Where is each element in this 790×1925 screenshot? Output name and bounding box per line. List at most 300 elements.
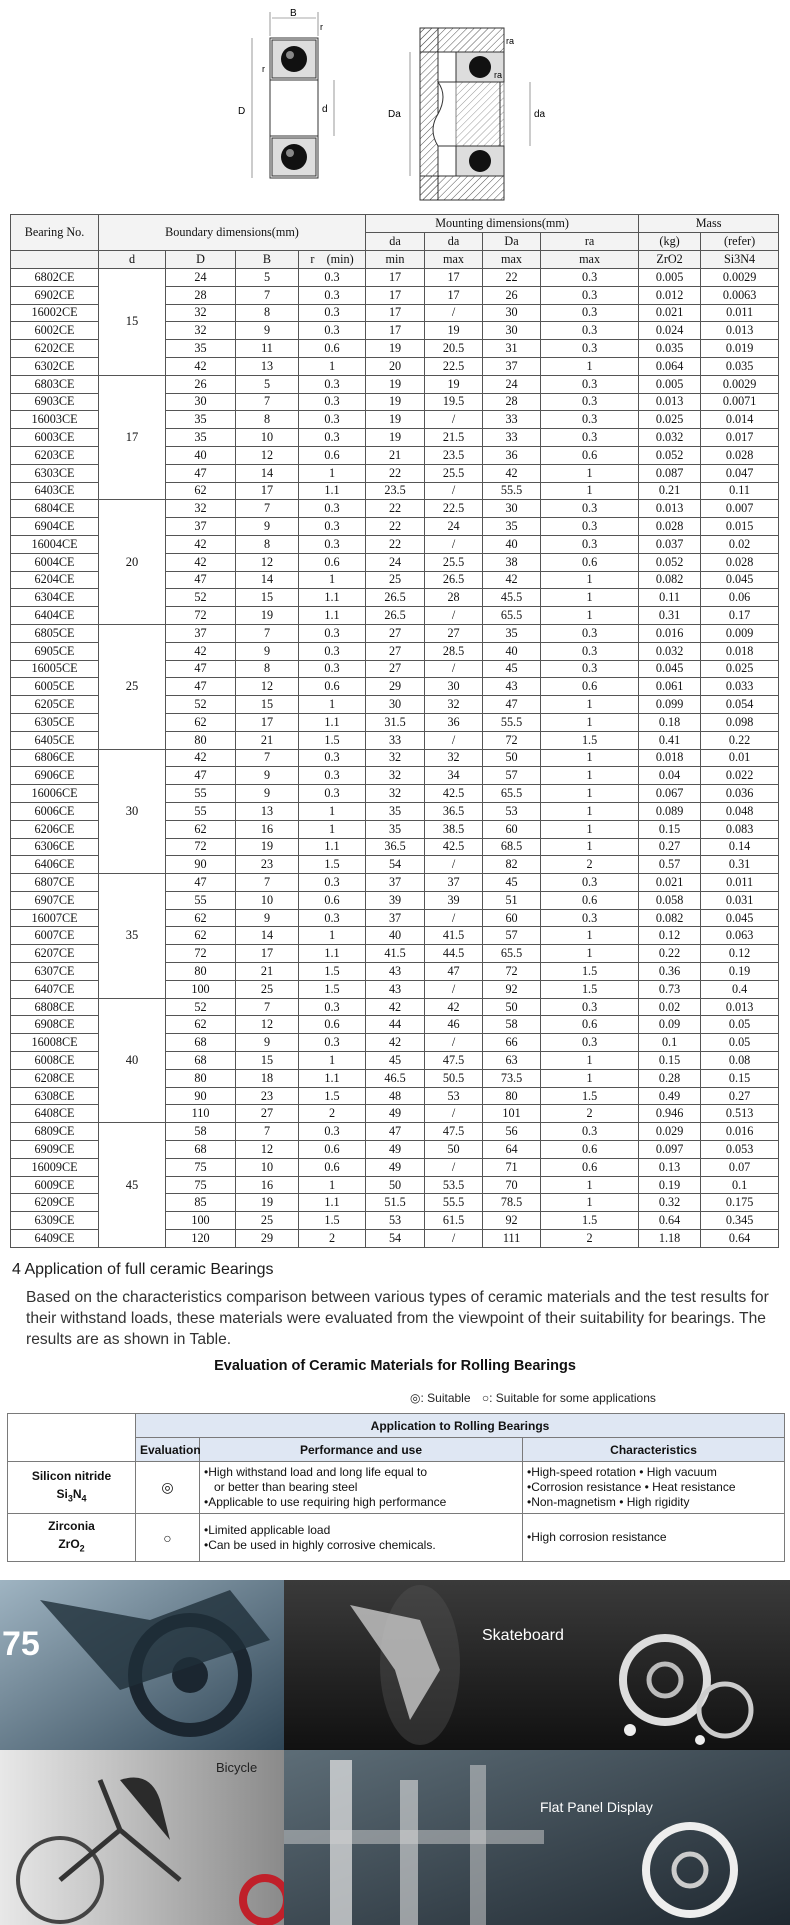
r-min-cell: 0.3: [299, 375, 366, 393]
outer-diameter-cell: 120: [166, 1230, 236, 1248]
da-min-cell: 29: [366, 678, 425, 696]
da-max-cell: 17: [425, 286, 483, 304]
width-cell: 8: [236, 304, 299, 322]
da-min-cell: 43: [366, 963, 425, 981]
bearing-number-cell: 6009CE: [11, 1176, 99, 1194]
mass-si3n4-cell: 0.011: [701, 304, 779, 322]
width-cell: 15: [236, 1052, 299, 1070]
bearing-number-cell: 6206CE: [11, 820, 99, 838]
width-cell: 14: [236, 571, 299, 589]
ra-max-cell: 0.6: [541, 1158, 639, 1176]
da-min-cell: 17: [366, 269, 425, 287]
da-max-cell: 47.5: [425, 1052, 483, 1070]
r-min-cell: 0.6: [299, 678, 366, 696]
bearing-number-cell: 6809CE: [11, 1123, 99, 1141]
mass-zro2-cell: 0.064: [639, 357, 701, 375]
da-max-cell: /: [425, 909, 483, 927]
header-si3n4: Si3N4: [701, 251, 779, 269]
header-mass-refer: (refer): [701, 233, 779, 251]
ra-max-cell: 0.3: [541, 304, 639, 322]
mass-si3n4-cell: 0.007: [701, 500, 779, 518]
da-min-cell: 19: [366, 429, 425, 447]
da-min-cell: 43: [366, 980, 425, 998]
mass-zro2-cell: 0.052: [639, 553, 701, 571]
mass-zro2-cell: 0.012: [639, 286, 701, 304]
width-cell: 13: [236, 802, 299, 820]
bearing-drawings: [0, 0, 790, 212]
bore-diameter-cell: 20: [99, 500, 166, 625]
r-min-cell: 0.3: [299, 322, 366, 340]
outer-diameter-cell: 68: [166, 1141, 236, 1159]
ra-max-cell: 1: [541, 482, 639, 500]
outer-diameter-cell: 55: [166, 785, 236, 803]
da-min-cell: 35: [366, 802, 425, 820]
outer-diameter-cell: 42: [166, 749, 236, 767]
Da-max-cell: 30: [483, 322, 541, 340]
bearing-number-cell: 6207CE: [11, 945, 99, 963]
mass-zro2-cell: 0.15: [639, 820, 701, 838]
da-min-cell: 49: [366, 1105, 425, 1123]
r-min-cell: 0.3: [299, 785, 366, 803]
bearing-number-cell: 6806CE: [11, 749, 99, 767]
bearing-number-cell: 6004CE: [11, 553, 99, 571]
mass-si3n4-cell: 0.0029: [701, 375, 779, 393]
label-ra-top: ra: [506, 36, 515, 46]
da-min-cell: 27: [366, 660, 425, 678]
Da-max-cell: 22: [483, 269, 541, 287]
mass-si3n4-cell: 0.513: [701, 1105, 779, 1123]
outer-diameter-cell: 47: [166, 571, 236, 589]
da-max-cell: 42.5: [425, 785, 483, 803]
ra-max-cell: 1: [541, 1176, 639, 1194]
mass-si3n4-cell: 0.14: [701, 838, 779, 856]
mass-zro2-cell: 0.018: [639, 749, 701, 767]
da-max-cell: /: [425, 856, 483, 874]
bearing-number-cell: 16009CE: [11, 1158, 99, 1176]
da-max-cell: 19: [425, 375, 483, 393]
r-min-cell: 0.3: [299, 429, 366, 447]
da-min-cell: 30: [366, 696, 425, 714]
r-min-cell: 0.6: [299, 1016, 366, 1034]
outer-diameter-cell: 42: [166, 642, 236, 660]
header-mass-unit: (kg): [639, 233, 701, 251]
header-evaluation: Evaluation: [136, 1438, 200, 1462]
width-cell: 13: [236, 357, 299, 375]
mass-si3n4-cell: 0.013: [701, 998, 779, 1016]
width-cell: 12: [236, 553, 299, 571]
label-D: D: [238, 106, 246, 117]
bearing-number-cell: 6204CE: [11, 571, 99, 589]
ra-max-cell: 1: [541, 838, 639, 856]
outer-diameter-cell: 52: [166, 998, 236, 1016]
mass-si3n4-cell: 0.02: [701, 535, 779, 553]
evaluation-table-title: Evaluation of Ceramic Materials for Rolling Bearings: [214, 1358, 576, 1374]
header-max-3: max: [541, 251, 639, 269]
mass-zro2-cell: 0.037: [639, 535, 701, 553]
r-min-cell: 1: [299, 357, 366, 375]
r-min-cell: 1.1: [299, 482, 366, 500]
width-cell: 7: [236, 1123, 299, 1141]
table-row: [11, 1123, 779, 1141]
mass-si3n4-cell: 0.018: [701, 642, 779, 660]
width-cell: 19: [236, 607, 299, 625]
width-cell: 9: [236, 322, 299, 340]
r-min-cell: 2: [299, 1105, 366, 1123]
table-row: [11, 749, 779, 767]
mass-zro2-cell: 0.57: [639, 856, 701, 874]
header-r-min: r (min): [299, 251, 366, 269]
mass-si3n4-cell: 0.009: [701, 624, 779, 642]
width-cell: 7: [236, 624, 299, 642]
da-min-cell: 41.5: [366, 945, 425, 963]
outer-diameter-cell: 32: [166, 500, 236, 518]
mass-zro2-cell: 0.1: [639, 1034, 701, 1052]
header-mounting: Mounting dimensions(mm): [366, 215, 639, 233]
header-D: D: [166, 251, 236, 269]
table-row: [11, 998, 779, 1016]
ra-max-cell: 0.6: [541, 891, 639, 909]
bearing-number-cell: 6908CE: [11, 1016, 99, 1034]
label-B: B: [290, 8, 297, 19]
mass-zro2-cell: 0.49: [639, 1087, 701, 1105]
header-zro2: ZrO2: [639, 251, 701, 269]
mass-zro2-cell: 0.024: [639, 322, 701, 340]
width-cell: 8: [236, 660, 299, 678]
da-max-cell: 32: [425, 696, 483, 714]
da-max-cell: /: [425, 607, 483, 625]
da-min-cell: 47: [366, 1123, 425, 1141]
outer-diameter-cell: 100: [166, 980, 236, 998]
da-min-cell: 37: [366, 909, 425, 927]
ra-max-cell: 0.6: [541, 553, 639, 571]
ra-max-cell: 0.3: [541, 998, 639, 1016]
mass-zro2-cell: 0.082: [639, 909, 701, 927]
mass-zro2-cell: 0.025: [639, 411, 701, 429]
outer-diameter-cell: 90: [166, 1087, 236, 1105]
bearing-number-cell: 6304CE: [11, 589, 99, 607]
width-cell: 9: [236, 518, 299, 536]
da-max-cell: 50: [425, 1141, 483, 1159]
evaluation-some-applications: ○: [136, 1514, 200, 1562]
mass-zro2-cell: 0.089: [639, 802, 701, 820]
outer-diameter-cell: 37: [166, 624, 236, 642]
table-row: [11, 500, 779, 518]
mass-zro2-cell: 0.028: [639, 518, 701, 536]
Da-max-cell: 57: [483, 927, 541, 945]
da-max-cell: 34: [425, 767, 483, 785]
width-cell: 9: [236, 767, 299, 785]
width-cell: 19: [236, 1194, 299, 1212]
da-min-cell: 33: [366, 731, 425, 749]
header-application: Application to Rolling Bearings: [136, 1414, 785, 1438]
mass-si3n4-cell: 0.4: [701, 980, 779, 998]
mass-zro2-cell: 0.052: [639, 446, 701, 464]
bearing-number-cell: 6307CE: [11, 963, 99, 981]
bearing-number-cell: 16005CE: [11, 660, 99, 678]
mass-zro2-cell: 0.021: [639, 874, 701, 892]
mass-si3n4-cell: 0.01: [701, 749, 779, 767]
r-min-cell: 0.3: [299, 767, 366, 785]
r-min-cell: 1.5: [299, 856, 366, 874]
mass-zro2-cell: 0.28: [639, 1069, 701, 1087]
bearing-number-cell: 16003CE: [11, 411, 99, 429]
mass-si3n4-cell: 0.19: [701, 963, 779, 981]
header-performance: Performance and use: [200, 1438, 523, 1462]
r-min-cell: 0.3: [299, 393, 366, 411]
da-max-cell: 21.5: [425, 429, 483, 447]
bearing-number-cell: 6202CE: [11, 340, 99, 358]
da-min-cell: 53: [366, 1212, 425, 1230]
r-min-cell: 0.3: [299, 518, 366, 536]
width-cell: 25: [236, 980, 299, 998]
mass-zro2-cell: 0.64: [639, 1212, 701, 1230]
label-r-top: r: [320, 22, 323, 32]
mass-zro2-cell: 0.005: [639, 375, 701, 393]
Da-max-cell: 92: [483, 980, 541, 998]
outer-diameter-cell: 62: [166, 820, 236, 838]
mass-si3n4-cell: 0.1: [701, 1176, 779, 1194]
outer-diameter-cell: 68: [166, 1034, 236, 1052]
outer-diameter-cell: 75: [166, 1176, 236, 1194]
Da-max-cell: 80: [483, 1087, 541, 1105]
outer-diameter-cell: 28: [166, 286, 236, 304]
bearing-number-cell: 16008CE: [11, 1034, 99, 1052]
Da-max-cell: 24: [483, 375, 541, 393]
da-max-cell: /: [425, 980, 483, 998]
bearing-number-cell: 6906CE: [11, 767, 99, 785]
ra-max-cell: 1: [541, 1194, 639, 1212]
da-max-cell: /: [425, 482, 483, 500]
da-max-cell: 22.5: [425, 357, 483, 375]
da-max-cell: 19.5: [425, 393, 483, 411]
ra-max-cell: 0.3: [541, 909, 639, 927]
label-d: d: [322, 104, 328, 115]
da-min-cell: 39: [366, 891, 425, 909]
ra-max-cell: 1: [541, 820, 639, 838]
width-cell: 9: [236, 909, 299, 927]
header-blank: [11, 251, 99, 269]
mass-zro2-cell: 0.22: [639, 945, 701, 963]
bore-diameter-cell: 40: [99, 998, 166, 1123]
mass-si3n4-cell: 0.06: [701, 589, 779, 607]
da-min-cell: 17: [366, 286, 425, 304]
bearing-number-cell: 6403CE: [11, 482, 99, 500]
mass-zro2-cell: 0.097: [639, 1141, 701, 1159]
evaluation-legend: [410, 1391, 664, 1405]
r-min-cell: 0.3: [299, 1123, 366, 1141]
Da-max-cell: 55.5: [483, 482, 541, 500]
r-min-cell: 0.3: [299, 286, 366, 304]
mass-zro2-cell: 0.032: [639, 429, 701, 447]
r-min-cell: 1.5: [299, 1087, 366, 1105]
mass-zro2-cell: 0.11: [639, 589, 701, 607]
ra-max-cell: 0.3: [541, 286, 639, 304]
mass-zro2-cell: 0.045: [639, 660, 701, 678]
da-max-cell: /: [425, 411, 483, 429]
mass-si3n4-cell: 0.098: [701, 713, 779, 731]
r-min-cell: 0.6: [299, 1158, 366, 1176]
bearing-number-cell: 16007CE: [11, 909, 99, 927]
outer-diameter-cell: 80: [166, 963, 236, 981]
bearing-number-cell: 6408CE: [11, 1105, 99, 1123]
Da-max-cell: 40: [483, 642, 541, 660]
Da-max-cell: 37: [483, 357, 541, 375]
r-min-cell: 1.1: [299, 1069, 366, 1087]
da-max-cell: 30: [425, 678, 483, 696]
outer-diameter-cell: 85: [166, 1194, 236, 1212]
performance-cell: • Limited applicable load • Can be used in highly corrosive chemicals.: [200, 1514, 523, 1562]
da-max-cell: 17: [425, 269, 483, 287]
r-min-cell: 0.3: [299, 749, 366, 767]
Da-max-cell: 50: [483, 749, 541, 767]
width-cell: 11: [236, 340, 299, 358]
mass-si3n4-cell: 0.047: [701, 464, 779, 482]
bearing-number-cell: 6209CE: [11, 1194, 99, 1212]
mass-zro2-cell: 0.36: [639, 963, 701, 981]
mass-zro2-cell: 0.013: [639, 500, 701, 518]
outer-diameter-cell: 55: [166, 802, 236, 820]
da-max-cell: /: [425, 1158, 483, 1176]
r-min-cell: 0.3: [299, 998, 366, 1016]
Da-max-cell: 53: [483, 802, 541, 820]
Da-max-cell: 65.5: [483, 945, 541, 963]
bearing-number-cell: 6407CE: [11, 980, 99, 998]
bearing-number-cell: 6306CE: [11, 838, 99, 856]
header-mount-ra: ra: [541, 233, 639, 251]
ra-max-cell: 1: [541, 945, 639, 963]
width-cell: 10: [236, 891, 299, 909]
width-cell: 7: [236, 393, 299, 411]
header-boundary: Boundary dimensions(mm): [99, 215, 366, 251]
width-cell: 27: [236, 1105, 299, 1123]
da-min-cell: 27: [366, 624, 425, 642]
bearing-number-cell: 6804CE: [11, 500, 99, 518]
table-row: [11, 375, 779, 393]
da-min-cell: 19: [366, 340, 425, 358]
bearing-number-cell: 6305CE: [11, 713, 99, 731]
da-min-cell: 21: [366, 446, 425, 464]
header-mount-da: da: [366, 233, 425, 251]
width-cell: 25: [236, 1212, 299, 1230]
da-min-cell: 44: [366, 1016, 425, 1034]
mass-zro2-cell: 0.946: [639, 1105, 701, 1123]
formula-si3n4: $Si_3N_4$: [56, 1487, 87, 1504]
mass-zro2-cell: 0.04: [639, 767, 701, 785]
ra-max-cell: 1: [541, 1052, 639, 1070]
Da-max-cell: 33: [483, 429, 541, 447]
ra-max-cell: 0.3: [541, 535, 639, 553]
legend-suitable: ◎: Suitable: [410, 1391, 471, 1405]
r-min-cell: 0.3: [299, 624, 366, 642]
r-min-cell: 1: [299, 802, 366, 820]
outer-diameter-cell: 100: [166, 1212, 236, 1230]
label-r-left: r: [262, 64, 265, 74]
evaluation-suitable: ◎: [136, 1462, 200, 1514]
bore-diameter-cell: 35: [99, 874, 166, 999]
Da-max-cell: 63: [483, 1052, 541, 1070]
width-cell: 5: [236, 375, 299, 393]
outer-diameter-cell: 35: [166, 411, 236, 429]
da-max-cell: 47.5: [425, 1123, 483, 1141]
outer-diameter-cell: 72: [166, 607, 236, 625]
ra-max-cell: 0.3: [541, 322, 639, 340]
bearing-number-cell: 6007CE: [11, 927, 99, 945]
da-min-cell: 17: [366, 322, 425, 340]
outer-diameter-cell: 80: [166, 731, 236, 749]
bearing-number-cell: 6903CE: [11, 393, 99, 411]
ra-max-cell: 1: [541, 464, 639, 482]
bearing-number-cell: 6907CE: [11, 891, 99, 909]
ra-max-cell: 0.6: [541, 446, 639, 464]
da-max-cell: 23.5: [425, 446, 483, 464]
mass-si3n4-cell: 0.019: [701, 340, 779, 358]
Da-max-cell: 71: [483, 1158, 541, 1176]
r-min-cell: 1.5: [299, 1212, 366, 1230]
bearing-number-cell: 6008CE: [11, 1052, 99, 1070]
Da-max-cell: 78.5: [483, 1194, 541, 1212]
ra-max-cell: 1: [541, 767, 639, 785]
bearing-mounting-drawing: [388, 28, 546, 200]
Da-max-cell: 101: [483, 1105, 541, 1123]
Da-max-cell: 68.5: [483, 838, 541, 856]
da-min-cell: 54: [366, 1230, 425, 1248]
bearing-number-cell: 6205CE: [11, 696, 99, 714]
bearing-dimensions-table: [10, 214, 779, 1248]
mass-zro2-cell: 0.087: [639, 464, 701, 482]
r-min-cell: 1.5: [299, 963, 366, 981]
bearing-number-cell: 6404CE: [11, 607, 99, 625]
width-cell: 14: [236, 927, 299, 945]
bearing-number-cell: 16006CE: [11, 785, 99, 803]
da-min-cell: 40: [366, 927, 425, 945]
width-cell: 7: [236, 500, 299, 518]
da-max-cell: 36: [425, 713, 483, 731]
label-ra-mid: ra: [494, 70, 503, 80]
da-min-cell: 24: [366, 553, 425, 571]
Da-max-cell: 72: [483, 731, 541, 749]
width-cell: 19: [236, 838, 299, 856]
da-min-cell: 22: [366, 518, 425, 536]
da-min-cell: 35: [366, 820, 425, 838]
bearing-number-cell: 6003CE: [11, 429, 99, 447]
width-cell: 8: [236, 535, 299, 553]
mass-zro2-cell: 0.31: [639, 607, 701, 625]
mass-si3n4-cell: 0.013: [701, 322, 779, 340]
mass-si3n4-cell: 0.05: [701, 1016, 779, 1034]
da-max-cell: /: [425, 660, 483, 678]
mass-si3n4-cell: 0.05: [701, 1034, 779, 1052]
da-min-cell: 42: [366, 998, 425, 1016]
r-min-cell: 1: [299, 927, 366, 945]
mass-zro2-cell: 0.32: [639, 1194, 701, 1212]
width-cell: 7: [236, 998, 299, 1016]
ra-max-cell: 0.6: [541, 1016, 639, 1034]
width-cell: 12: [236, 678, 299, 696]
Da-max-cell: 92: [483, 1212, 541, 1230]
r-min-cell: 2: [299, 1230, 366, 1248]
ra-max-cell: 1: [541, 357, 639, 375]
bearing-number-cell: 6309CE: [11, 1212, 99, 1230]
da-max-cell: 55.5: [425, 1194, 483, 1212]
mass-si3n4-cell: 0.048: [701, 802, 779, 820]
Da-max-cell: 57: [483, 767, 541, 785]
width-cell: 12: [236, 1016, 299, 1034]
bearing-number-cell: 6803CE: [11, 375, 99, 393]
mass-si3n4-cell: 0.025: [701, 660, 779, 678]
material-silicon-nitride: Silicon nitride $Si_3N_4$: [8, 1462, 136, 1514]
da-max-cell: 53: [425, 1087, 483, 1105]
width-cell: 10: [236, 429, 299, 447]
